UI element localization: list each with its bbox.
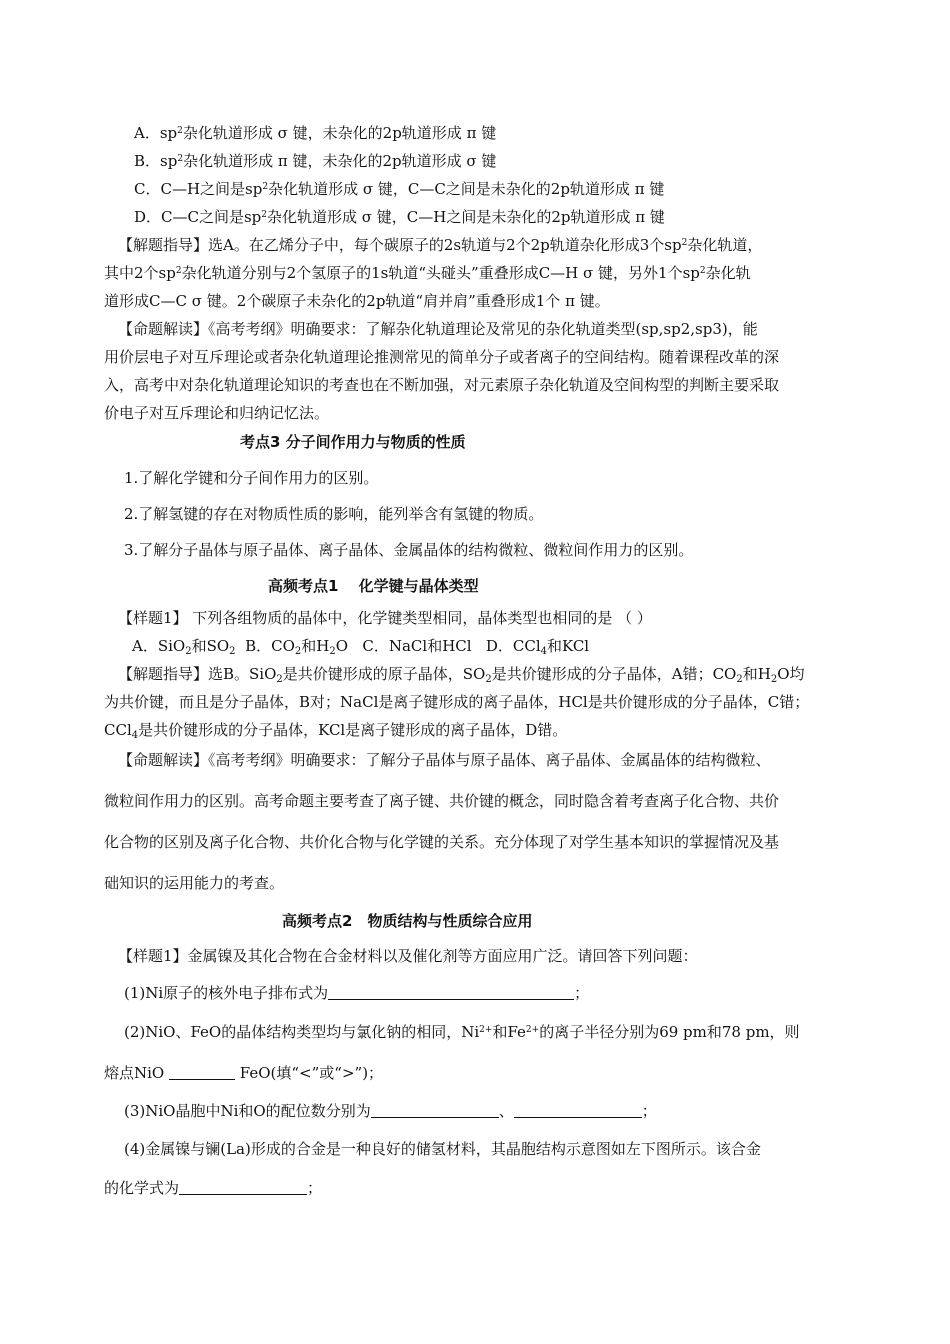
guide-text: 杂化轨道分别与2个氢原子的1s轨道“头碰头”重叠形成C—H σ 键，另外1个sp	[181, 264, 700, 282]
q2-text: (2)NiO、FeO的晶体结构类型均与氯化钠的相同，Ni	[124, 1023, 480, 1041]
q2-text: FeO(填“<”或“>”)；	[235, 1064, 384, 1082]
guide-text: 其中2个sp	[104, 264, 176, 282]
hf1-guide-line-3	[104, 721, 567, 739]
hf2-q1	[124, 984, 589, 1002]
option-a	[134, 124, 496, 142]
q4-text: ；	[307, 1179, 323, 1197]
guide-text: 和H	[742, 665, 771, 683]
superscript: 2	[177, 154, 184, 164]
hf1-options	[132, 637, 589, 655]
guide-text: 杂化轨	[705, 264, 751, 282]
option-b-text: B．CO	[245, 637, 295, 655]
hf1-guide-line-2: 为共价键，而且是分子晶体，B对；NaCl是离子键形成的离子晶体，HCl是共价键形成的分子晶体，C错；	[104, 693, 810, 711]
hf1-interp-line-4: 础知识的运用能力的考查。	[104, 874, 285, 892]
q2-text: 和Fe	[492, 1023, 526, 1041]
superscript: 2	[177, 126, 183, 136]
subscript: 2	[185, 646, 192, 657]
superscript: 2+	[479, 1025, 493, 1035]
guide-text: O均	[777, 665, 805, 683]
option-b-text: B．sp	[134, 152, 178, 170]
subscript: 4	[131, 730, 139, 741]
guide-text: CCl	[104, 721, 132, 739]
hf1-question: 【样题1】 下列各组物质的晶体中，化学键类型相同，晶体类型也相同的是 （ ）	[118, 609, 652, 627]
answer-blank-5[interactable]	[179, 1180, 307, 1195]
q1-text: ；	[574, 984, 590, 1002]
option-d-text: D．CCl	[485, 637, 541, 655]
superscript: 2	[681, 238, 688, 248]
superscript: 2+	[525, 1025, 540, 1035]
guide-text: 是共价键形成的原子晶体，SO	[282, 665, 486, 683]
subscript: 2	[770, 674, 778, 685]
option-c-text: C．NaCl和HCl	[362, 637, 472, 655]
answer-blank-3[interactable]	[371, 1103, 499, 1118]
superscript: 2	[262, 182, 269, 192]
point3-item-1: 1.了解化学键和分子间作用力的区别。	[124, 469, 379, 487]
guide-text: 【解题指导】选B。SiO	[118, 665, 277, 683]
subscript: 2	[329, 646, 336, 657]
hf2-q4-cont	[104, 1179, 322, 1197]
hf1-guide-line-1	[118, 665, 805, 683]
option-b-text-2: 杂化轨道形成 π 键，未杂化的2p轨道形成 σ 键	[183, 152, 497, 170]
option-b	[134, 152, 496, 170]
subscript: 2	[276, 674, 283, 685]
hf1-interp-line-3: 化合物的区别及离子化合物、共价化合物与化学键的关系。充分体现了对学生基本知识的掌握情况及基	[104, 833, 780, 851]
q2-text: 的离子半径分别为69 pm和78 pm，则	[539, 1023, 800, 1041]
hf2-question: 【样题1】金属镍及其化合物在合金材料以及催化剂等方面应用广泛。请回答下列问题：	[118, 947, 698, 965]
option-c	[134, 180, 664, 198]
option-b-text: O	[335, 637, 349, 655]
option-d	[134, 208, 665, 226]
option-c-text: C．C—H之间是sp	[134, 180, 263, 198]
option-a-text: A．sp	[134, 124, 178, 142]
guide-line-1	[118, 236, 762, 254]
interp-line-1: 【命题解读】《高考考纲》明确要求：了解杂化轨道理论及常见的杂化轨道类型(sp,sp2,sp3)，能	[118, 320, 758, 338]
subscript: 2	[736, 674, 743, 685]
guide-text: 【解题指导】选A。在乙烯分子中，每个碳原子的2s轨道与2个2p轨道杂化形成3个sp	[118, 236, 682, 254]
subscript: 4	[540, 646, 548, 657]
option-d-text-2: 杂化轨道形成 σ 键，C—H之间是未杂化的2p轨道形成 π 键	[267, 208, 665, 226]
point3-item-3: 3.了解分子晶体与原子晶体、离子晶体、金属晶体的结构微粒、微粒间作用力的区别。	[124, 541, 694, 559]
q2-text: 熔点NiO	[104, 1064, 169, 1082]
q3-text: (3)NiO晶胞中Ni和O的配位数分别为	[124, 1102, 371, 1120]
hf2-q2	[124, 1023, 800, 1041]
interp-line-3: 入，高考中对杂化轨道理论知识的考查也在不断加强，对元素原子杂化轨道及空间构型的判断主要采取	[104, 376, 780, 394]
hf2-q4: (4)金属镍与镧(La)形成的合金是一种良好的储氢材料，其晶胞结构示意图如左下图所示。该合金	[124, 1140, 761, 1158]
hf1-interp-line-2: 微粒间作用力的区别。高考命题主要考查了离子键、共价键的概念，同时隐含着考查离子化合物、共价	[104, 792, 780, 810]
answer-blank-1[interactable]	[328, 985, 574, 1000]
hf1-interp-line-1: 【命题解读】《高考考纲》明确要求：了解分子晶体与原子晶体、离子晶体、金属晶体的结构微粒、	[118, 751, 771, 769]
option-b-text: 和H	[301, 637, 330, 655]
option-a-text-2: 杂化轨道形成 σ 键，未杂化的2p轨道形成 π 键	[182, 124, 497, 142]
section-heading-point3: 考点3 分子间作用力与物质的性质	[240, 433, 466, 451]
q1-text: (1)Ni原子的核外电子排布式为	[124, 984, 329, 1002]
superscript: 2	[261, 210, 268, 220]
guide-text: 是共价键形成的分子晶体，KCl是离子键形成的离子晶体，D错。	[138, 721, 568, 739]
subscript: 2	[485, 674, 492, 685]
option-a-text: A．SiO	[132, 637, 186, 655]
section-heading-hf1: 高频考点1 化学键与晶体类型	[268, 577, 479, 595]
q4-text: 的化学式为	[104, 1179, 180, 1197]
point3-item-2: 2.了解氢键的存在对物质性质的影响，能列举含有氢键的物质。	[124, 505, 544, 523]
option-c-text-2: 杂化轨道形成 σ 键，C—C之间是未杂化的2p轨道形成 π 键	[268, 180, 665, 198]
option-d-text: 和KCl	[547, 637, 590, 655]
guide-line-3: 道形成C—C σ 键。2个碳原子未杂化的2p轨道“肩并肩”重叠形成1个 π 键。	[104, 292, 610, 310]
superscript: 2	[175, 266, 182, 276]
guide-text: 杂化轨道，	[687, 236, 763, 254]
hf2-q2-cont	[104, 1064, 383, 1082]
option-a-text: 和SO	[191, 637, 230, 655]
q3-text: ；	[641, 1102, 657, 1120]
subscript: 2	[229, 646, 236, 657]
superscript: 2	[699, 266, 706, 276]
q3-text: 、	[498, 1102, 514, 1120]
interp-line-4: 价电子对互斥理论和归纳记忆法。	[104, 404, 330, 422]
guide-text: 是共价键形成的分子晶体，A错；CO	[491, 665, 737, 683]
hf2-q3	[124, 1102, 657, 1120]
subscript: 2	[294, 646, 302, 657]
answer-blank-2[interactable]	[169, 1065, 235, 1080]
interp-line-2: 用价层电子对互斥理论或者杂化轨道理论推测常见的简单分子或者离子的空间结构。随着课程改革的深	[104, 348, 780, 366]
guide-line-2	[104, 264, 751, 282]
option-d-text: D．C—C之间是sp	[134, 208, 262, 226]
answer-blank-4[interactable]	[514, 1103, 642, 1118]
section-heading-hf2: 高频考点2 物质结构与性质综合应用	[282, 912, 533, 930]
